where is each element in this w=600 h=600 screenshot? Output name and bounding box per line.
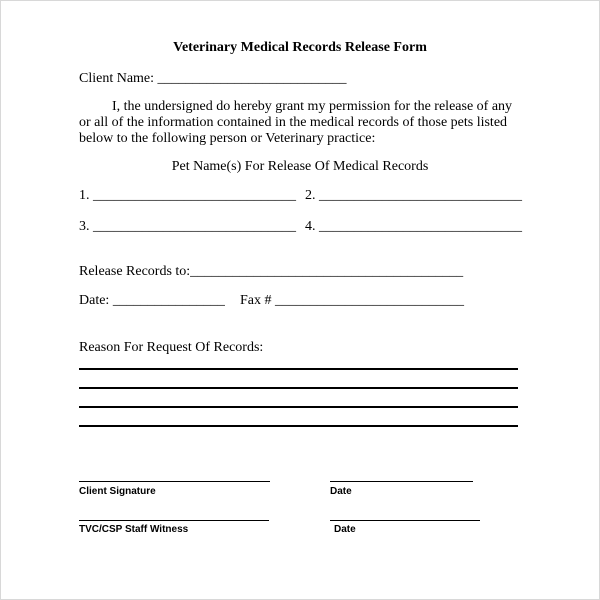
pet-line-2: 2. _____________________________ (305, 188, 522, 203)
date-line-1 (330, 481, 473, 482)
client-signature-label: Client Signature (79, 486, 156, 497)
date-label-1: Date (330, 486, 352, 497)
pet-line-1: 1. _____________________________ (79, 188, 296, 203)
permission-paragraph (79, 99, 524, 147)
staff-witness-label: TVC/CSP Staff Witness (79, 524, 189, 535)
staff-witness-line (79, 520, 269, 521)
pets-heading: Pet Name(s) For Release Of Medical Records (171, 159, 429, 174)
pet-line-4: 4. _____________________________ (305, 219, 522, 234)
fax-field: Fax # ___________________________ (240, 293, 464, 308)
release-records-to-field: Release Records to:_______________________________________ (79, 264, 464, 279)
reason-line-1 (79, 368, 518, 370)
client-signature-line (79, 481, 270, 482)
date-line-2 (330, 520, 480, 521)
date-field: Date: ________________ (79, 293, 225, 308)
form-title: Veterinary Medical Records Release Form (173, 40, 427, 55)
reason-line-3 (79, 406, 518, 408)
date-label-2: Date (334, 524, 356, 535)
reason-label: Reason For Request Of Records: (79, 340, 264, 355)
client-name-field: Client Name: ___________________________ (79, 71, 347, 86)
pet-line-3: 3. _____________________________ (79, 219, 296, 234)
permission-text: I, the undersigned do hereby grant my permission for the release of any or all of the information contained in the medical records of those pets listed below to the following person or Veterinary practice: (79, 99, 513, 146)
reason-line-4 (79, 425, 518, 427)
reason-line-2 (79, 387, 518, 389)
